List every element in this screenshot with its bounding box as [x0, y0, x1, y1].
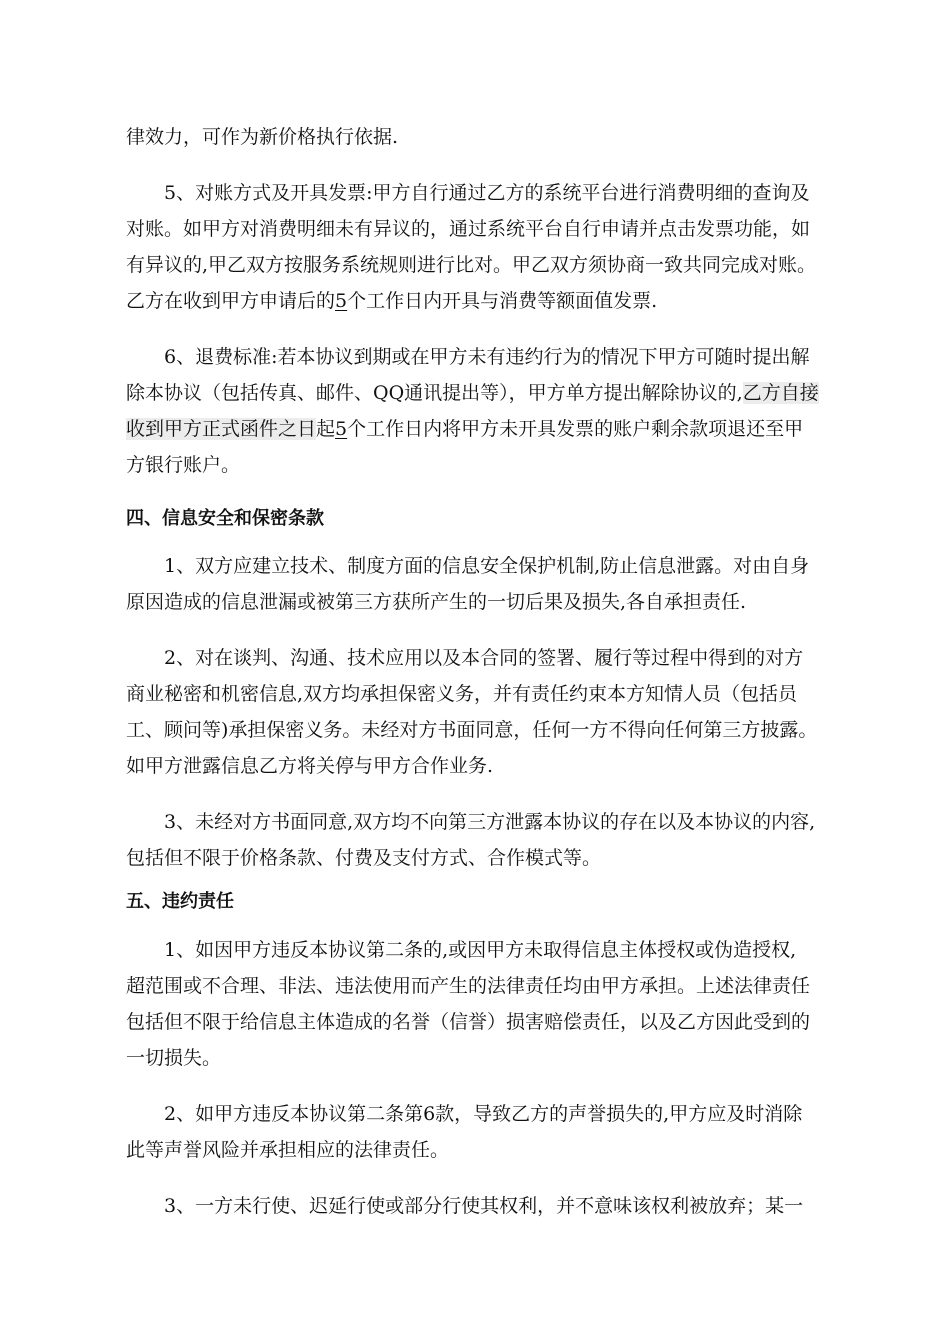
s4-clause-1-line-1: 1、双方应建立技术、制度方面的信息安全保护机制,防止信息泄露。对由自身 [164, 555, 810, 577]
s4-clause-2-line-3: 工、顾问等)承担保密义务。未经对方书面同意，任何一方不得向任何第三方披露。 [126, 719, 818, 741]
clause-5-text-a: 乙方在收到甲方申请后的 [126, 290, 336, 312]
clause-5-days-underlined: 5 [335, 290, 348, 312]
s5-clause-2-line-1: 2、如甲方违反本协议第二条第6款，导致乙方的声誉损失的,甲方应及时消除 [164, 1103, 803, 1125]
clause-6-line-2 [126, 380, 831, 406]
clause-5-line-2: 对账。如甲方对消费明细未有异议的，通过系统平台自行申请并点击发票功能，如 [126, 218, 811, 240]
clause-6-text-b: 起 [316, 418, 336, 440]
s4-clause-3-line-1: 3、未经对方书面同意,双方均不向第三方泄露本协议的存在以及本协议的内容, [164, 811, 816, 833]
clause-6-line-1: 6、退费标准:若本协议到期或在甲方未有违约行为的情况下甲方可随时提出解 [164, 346, 810, 368]
s4-clause-2-line-1: 2、对在谈判、沟通、技术应用以及本合同的签署、履行等过程中得到的对方 [164, 647, 804, 669]
s5-clause-1-line-3: 包括但不限于给信息主体造成的名誉（信誉）损害赔偿责任，以及乙方因此受到的 [126, 1011, 811, 1033]
s5-clause-3-line-1: 3、一方未行使、迟延行使或部分行使其权利，并不意味该权利被放弃；某一 [164, 1195, 804, 1217]
section-4-heading: 四、信息安全和保密条款 [126, 508, 324, 529]
section-5-heading: 五、违约责任 [126, 891, 234, 912]
paragraph-continuation: 律效力，可作为新价格执行依据. [126, 126, 399, 148]
s4-clause-1-line-2: 原因造成的信息泄漏或被第三方获所产生的一切后果及损失,各自承担责任. [126, 591, 747, 613]
clause-6-text-a: 除本协议（包括传真、邮件、QQ通讯提出等），甲方单方提出解除协议的, [126, 382, 743, 404]
s5-clause-2-line-2: 此等声誉风险并承担相应的法律责任。 [126, 1139, 450, 1161]
clause-6-line-4: 方银行账户。 [126, 454, 241, 476]
clause-6-text-d: 个工作日内将甲方未开具发票的账户剩余款项退还至甲 [347, 418, 804, 440]
clause-5-line-1: 5、对账方式及开具发票:甲方自行通过乙方的系统平台进行消费明细的查询及 [164, 182, 810, 204]
s4-clause-3-line-2: 包括但不限于价格条款、付费及支付方式、合作模式等。 [126, 847, 602, 869]
s5-clause-1-line-4: 一切损失。 [126, 1047, 222, 1069]
clause-5-text-c: 个工作日内开具与消费等额面值发票. [347, 290, 658, 312]
clause-6-days-underlined: 5 [335, 418, 348, 440]
s5-clause-1-line-2: 超范围或不合理、非法、违法使用而产生的法律责任均由甲方承担。上述法律责任 [126, 975, 811, 997]
clause-6-line-3 [126, 416, 831, 442]
clause-5-line-3: 有异议的,甲乙双方按服务系统规则进行比对。甲乙双方须协商一致共同完成对账。 [126, 254, 817, 276]
clause-6-highlight-a: 乙方自接 [742, 382, 819, 404]
s4-clause-2-line-4: 如甲方泄露信息乙方将关停与甲方合作业务. [126, 755, 494, 777]
clause-5-line-4 [126, 288, 831, 314]
s5-clause-1-line-1: 1、如因甲方违反本协议第二条的,或因甲方未取得信息主体授权或伪造授权, [164, 939, 797, 961]
clause-6-highlight-b: 收到甲方正式函件之日 [126, 418, 317, 440]
s4-clause-2-line-2: 商业秘密和机密信息,双方均承担保密义务，并有责任约束本方知情人员（包括员 [126, 683, 798, 705]
